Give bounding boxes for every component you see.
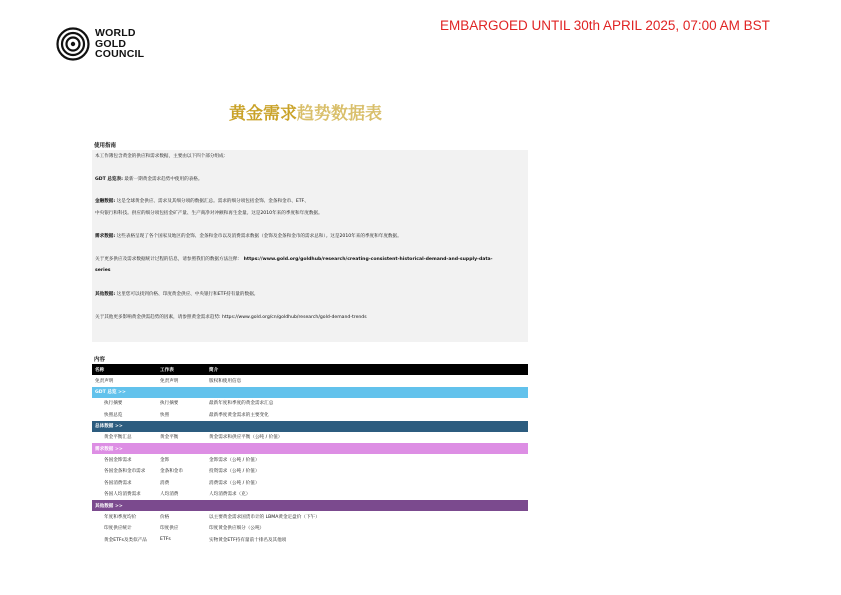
other-text: 这里您可以找到价格、印度黄金供应、中央银行和ETF持有量的数据。 [115, 292, 259, 297]
row-sheet-link[interactable]: 金饰 [160, 457, 170, 463]
row-sheet-link[interactable]: 黄金平衡 [160, 435, 179, 440]
row-description: 人均消费需求（克） [209, 492, 251, 497]
gdt-label: GDT 总览表: [95, 177, 123, 182]
embargo-notice: EMBARGOED UNTIL 30th APRIL 2025, 07:00 AM BST [440, 18, 770, 33]
methodology-link[interactable]: https://www.gold.org/goldhub/research/creating-consistent-historical-demand-and-supply-data- [242, 257, 493, 262]
usage-trends: 关于其他更多影响黄金供需趋势的因素，请参照黄金需求趋势: https://www.gold.org/cn/goldhub/research/gold-demand-trends [95, 315, 367, 320]
table-row-india[interactable] [92, 523, 528, 535]
usage-intro: 本工作簿包含黄金的供应和需求数据，主要由以下四个部分组成： [95, 154, 229, 159]
table-row-jewellery[interactable] [92, 454, 528, 466]
title-part-1: 黄金需求 [229, 104, 297, 124]
section-demand[interactable] [92, 443, 528, 454]
usage-summary-line2: 中央银行和科技。供应的细分项包括金矿产量、生产商净对冲额和再生金量。这是2010年来的季度和年度数据。 [95, 211, 323, 216]
row-description: 印度黄金供应细分（公吨） [209, 526, 265, 531]
row-name: 黄金平衡汇总 [104, 435, 132, 440]
row-description: 以主要黄金需求国货币计的 LBMA黄金定盘价（下午） [209, 514, 320, 520]
section-other[interactable] [92, 500, 528, 511]
row-name: 黄金ETFs及类似产品 [104, 537, 147, 543]
section-summary[interactable] [92, 421, 528, 432]
row-sheet-link[interactable]: 印度供应 [160, 526, 179, 531]
row-sheet-link[interactable]: 免责声明 [160, 378, 179, 384]
row-name: 快照总览 [104, 412, 123, 418]
header-name: 名称 [95, 367, 105, 373]
concentric-rings-icon [56, 27, 90, 61]
section-demand-label: 需求数据 >> [95, 446, 123, 452]
section-gdt[interactable] [92, 387, 528, 398]
row-name: 免责声明 [95, 378, 114, 384]
world-gold-council-logo [56, 27, 144, 61]
row-name: 各国人均消费需求 [104, 492, 141, 497]
table-row-consumer[interactable] [92, 477, 528, 489]
row-sheet-link[interactable]: 价格 [160, 514, 170, 520]
contents-heading: 内容 [94, 357, 106, 363]
demand-label: 需求数据: [95, 234, 116, 239]
row-sheet-link[interactable]: 执行摘要 [160, 401, 179, 406]
table-row-barcoin[interactable] [92, 466, 528, 478]
logo-wordmark [95, 28, 144, 60]
table-row-exec[interactable] [92, 398, 528, 410]
row-sheet-link[interactable]: 人均消费 [160, 492, 179, 497]
row-name: 各国金饰需求 [104, 457, 132, 463]
row-name: 各国消费需求 [104, 480, 132, 486]
row-sheet-link[interactable]: 金条和金币 [160, 469, 183, 474]
section-summary-label: 总体数据 >> [95, 424, 123, 429]
title-part-2: 趋势数据表 [297, 104, 382, 124]
table-row-prices[interactable] [92, 511, 528, 523]
row-description: 投资需求（公吨 / 价值） [209, 469, 260, 474]
gdt-text: 最新一期黄金需求趋势中使用的表格。 [122, 177, 203, 182]
table-row-balance[interactable] [92, 432, 528, 444]
row-name: 各国金条和金币需求 [104, 469, 146, 474]
row-description: 最新年度和季度的黄金需求汇总 [209, 401, 274, 406]
page-title [229, 99, 382, 124]
row-description: 金饰需求（公吨 / 价值） [209, 457, 260, 463]
usage-methodology-line2 [95, 268, 111, 273]
contents-table [92, 364, 528, 546]
logo-line-1: WORLD [95, 27, 136, 40]
row-sheet-link[interactable]: 快照 [160, 412, 170, 418]
table-row-etf[interactable] [92, 534, 528, 546]
row-description: 版权和使用信息 [209, 378, 242, 384]
methodology-text: 关于更多供应及需求数据统计过程的信息，请参照我们的数据方法注释： [95, 257, 243, 262]
table-row-charts[interactable] [92, 409, 528, 421]
usage-heading: 使用指南 [94, 143, 117, 149]
logo-line-3: COUNCIL [95, 48, 145, 61]
usage-gdt [95, 176, 203, 182]
table-header-row [92, 364, 528, 375]
section-other-label: 其他数据 >> [95, 503, 123, 509]
other-label: 其他数据: [95, 292, 116, 297]
logo-line-2: GOLD [95, 37, 127, 50]
header-sheet: 工作表 [160, 367, 174, 373]
row-description: 消费需求（公吨 / 价值） [209, 480, 260, 486]
row-name: 印度供应统计 [104, 526, 132, 531]
header-description: 简介 [209, 367, 219, 373]
row-sheet-link[interactable]: ETFs [160, 536, 171, 542]
summary-text-1: 这是全球黄金供应、需求及其细分项的数据汇总。需求的细分项包括金饰、金条和金币、ETF、 [115, 199, 309, 204]
row-name: 年度和季度均价 [104, 514, 137, 520]
row-description: 最新季度黄金需求的主要变化 [209, 412, 269, 418]
row-name: 执行摘要 [104, 401, 123, 406]
row-description: 实物黄金ETF持有量前十排名及其他项 [209, 537, 287, 543]
row-sheet-link[interactable]: 消费 [160, 480, 170, 486]
usage-summary [95, 198, 309, 204]
table-row-disclaimer[interactable] [92, 375, 528, 387]
table-row-percapita[interactable] [92, 489, 528, 501]
usage-demand [95, 233, 402, 239]
demand-text: 这些表格呈现了各个国家及地区的金饰、金条和金币以及消费需求数据（金饰及金条和金币的需求总和）。这是2010年来的季度和年度数据。 [115, 234, 402, 239]
section-gdt-label: GDT 总览 >> [95, 390, 126, 395]
methodology-link-2[interactable]: series [95, 268, 111, 273]
summary-label: 金融数据: [95, 199, 116, 204]
usage-guide-box [92, 150, 528, 342]
row-description: 黄金需求和供应平衡（公吨 / 价值） [209, 435, 283, 440]
usage-methodology [95, 256, 493, 262]
usage-other [95, 291, 258, 297]
